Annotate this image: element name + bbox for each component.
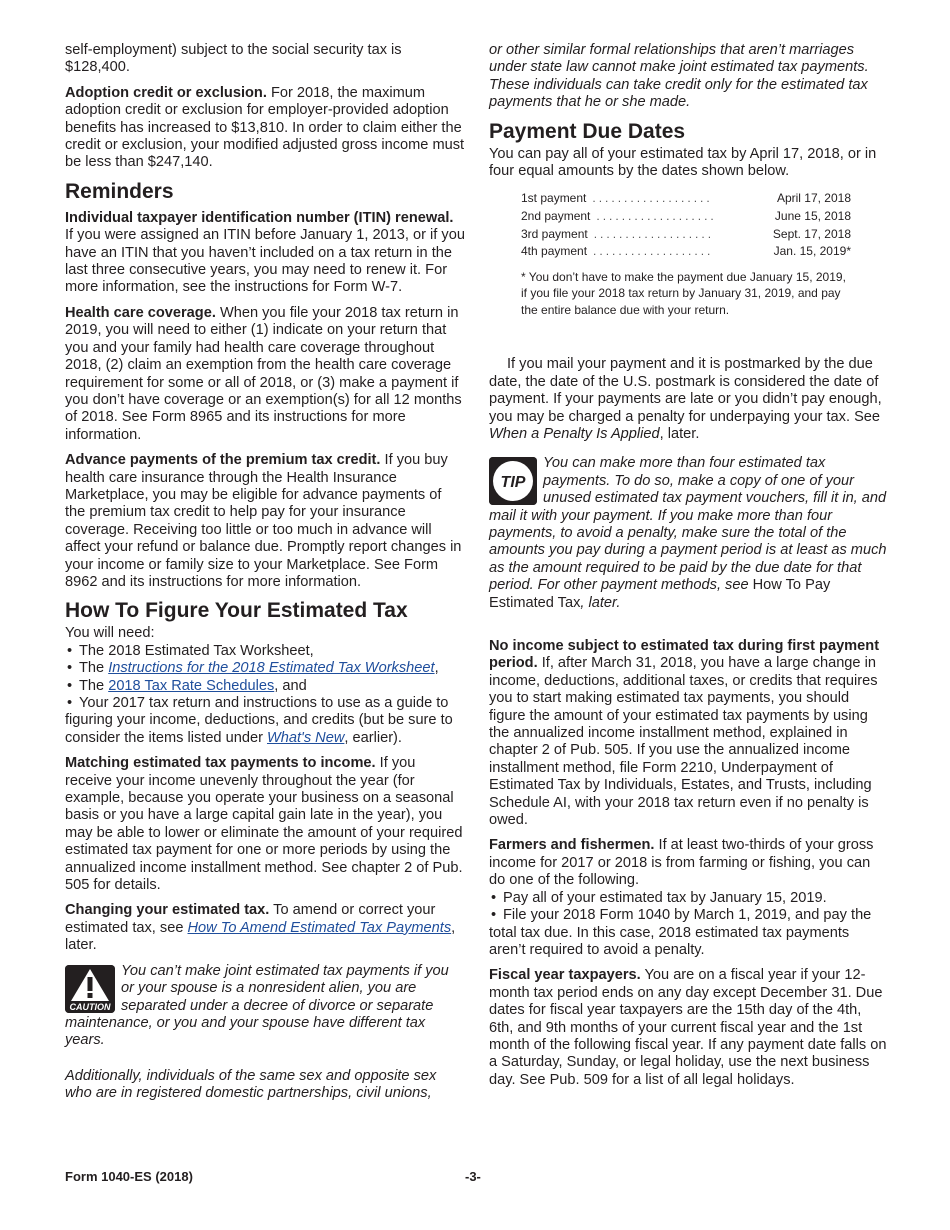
mail-payment-paragraph: If you mail your payment and it is postmarked by the due date, the date of the U.S. postmark is considered the date of payment. If your payments are late or you didn’t pay enough, you may be charged a penalty for underpaying your tax. See When a Penalty Is Applied, later.: [489, 356, 882, 442]
form-name-footer: Form 1040-ES (2018): [65, 1169, 193, 1184]
bullet-icon: •: [67, 677, 73, 694]
penalty-reference: When a Penalty Is Applied: [489, 425, 660, 442]
list-item: • File your 2018 Form 1040 by March 1, 2019, and pay the total tax due. In this case, 2018 estimated tax payments aren’t required to avoid a penalty.: [489, 907, 872, 958]
itin-paragraph: Individual taxpayer identification number (ITIN) renewal. If you were assigned an ITIN before January 1, 2013, or if you have an ITIN that you haven’t included on a tax return in the last three consecutive years, you may need to renew it. For more information, see the instructions for Form W-7.: [65, 209, 465, 296]
adoption-paragraph: Adoption credit or exclusion. For 2018, the maximum adoption credit or exclusion for employer-provided adoption benefits has increased to $13,810. In order to claim either the credit or exclusion, your modified adjusted gross income must be less than $247,140.: [65, 84, 465, 171]
you-will-need-label: You will need:: [65, 625, 155, 642]
no-income-paragraph: No income subject to estimated tax during first payment period. If, after March 31, 2018, you have a large change in income, deductions, additional taxes, or credits that requires you to start making estimated tax payments, you should figure the amount of your estimated tax payments by using the annualized income installment method, explained in chapter 2 of Pub. 505. If you use the annualized income installment method, file Form 2210, Underpayment of Estimated Tax by Individuals, Estates, and Trusts, including Schedule AI, with your 2018 tax return even if no penalty is owed.: [489, 638, 880, 829]
worksheet-instructions-link[interactable]: Instructions for the 2018 Estimated Tax Worksheet: [108, 660, 435, 677]
fiscal-year-paragraph: Fiscal year taxpayers. You are on a fiscal year if your 12-month tax period ends on any day except December 31. Due dates for fiscal year taxpayers are the 15th day of the 4th, 6th, and 9th months of your current fiscal year and the 1st month of the following fiscal year. If any payment date falls on a Saturday, Sunday, or legal holiday, use the next business day. See Pub. 509 for a list of all legal holidays.: [489, 967, 887, 1088]
list-item: • Your 2017 tax return and instructions to use as a guide to figuring your income, deductions, and credits (but be sure to consider the items listed under What's New, earlier).: [65, 695, 453, 746]
list-item: • The 2018 Estimated Tax Worksheet,: [67, 642, 314, 659]
svg-text:TIP: TIP: [500, 474, 526, 492]
tip-icon: [489, 457, 537, 505]
caution-text: You can’t make joint estimated tax payments if you or your spouse is a nonresident alien, you are separated under a decree of divorce or separate maintenance, or you and your spouse have different tax years.: [65, 962, 449, 1049]
farmers-section: [489, 837, 887, 959]
table-row: 1st payment ................... April 17, 2018: [521, 191, 851, 206]
matching-paragraph: Matching estimated tax payments to income. If you receive your income unevenly throughout the year (for example, because you operate your business on a seasonal basis or you have a large capital gain late in the year), you may be able to lower or eliminate the amount of your required estimated tax payment for one or more periods by using the annualized income installment method. See chapter 2 of Pub. 505 for details.: [65, 755, 463, 894]
whats-new-link[interactable]: What's New: [266, 729, 345, 746]
caution-continuation: or other similar formal relationships that aren’t marriages under state law cannot make joint estimated tax payments. These individuals can take credit only for the estimated tax payments that he or she made.: [489, 42, 869, 111]
farmers-paragraph: Farmers and fishermen. If at least two-thirds of your gross income for 2017 or 2018 is from farming or fishing, you can do one of the following.: [489, 837, 874, 889]
amend-payments-link[interactable]: How To Amend Estimated Tax Payments: [187, 919, 452, 936]
caution-text-continued: Additionally, individuals of the same sex and opposite sex who are in registered domestic partnerships, civil unions,: [65, 1067, 437, 1102]
changing-paragraph: Changing your estimated tax. To amend or correct your estimated tax, see How To Amend Estimated Tax Payments, later.: [65, 902, 456, 954]
health-care-paragraph: Health care coverage. When you file your 2018 tax return in 2019, you will need to either (1) indicate on your return that you and your family had health care coverage throughout 2018, (2) claim an exemption from the health care coverage requirement for some or all of 2018, or (3) make a payment if you don’t have coverage or an exemption(s) for all 12 months of 2018. See Form 8965 and its instructions for more information.: [65, 304, 462, 443]
table-row: 2nd payment ................... June 15, 2018: [521, 209, 851, 224]
bullet-icon: •: [491, 907, 497, 924]
farmers-options-list: [489, 890, 887, 960]
payment-due-dates-heading: Payment Due Dates: [489, 119, 686, 143]
caution-note: [65, 963, 465, 1050]
svg-text:CAUTION: CAUTION: [69, 1001, 111, 1012]
table-row: 3rd payment ................... Sept. 17, 2018: [521, 226, 851, 241]
due-intro: You can pay all of your estimated tax by April 17, 2018, or in four equal amounts by the dates shown below.: [489, 145, 877, 180]
due-footnote: * You don’t have to make the payment due January 15, 2019, if you file your 2018 tax return by January 31, 2019, and pay the entire balance due with your return.: [521, 269, 846, 317]
adoption-run-in: Adoption credit or exclusion.: [65, 84, 267, 101]
bullet-icon: •: [67, 695, 73, 711]
bullet-icon: •: [67, 660, 73, 677]
list-item: • The Instructions for the 2018 Estimated Tax Worksheet,: [67, 660, 439, 677]
pay-estimated-tax-reference: How To Pay Estimated Tax: [489, 577, 831, 611]
figure-tax-heading: How To Figure Your Estimated Tax: [65, 599, 408, 623]
table-row: 4th payment ................... Jan. 15, 2019*: [521, 244, 851, 259]
list-item: • The 2018 Tax Rate Schedules, and: [67, 677, 307, 694]
right-column: [489, 42, 887, 1097]
bullet-icon: •: [491, 889, 497, 906]
needs-list: [65, 643, 465, 747]
due-dates-table: [521, 190, 851, 260]
list-item: • Pay all of your estimated tax by January 15, 2019.: [491, 889, 827, 906]
advance-payments-paragraph: Advance payments of the premium tax credit. If you buy health care insurance through the Health Insurance Marketplace, you may be eligible for advance payments of the premium tax credit to help pay for your insurance coverage. Receiving too little or too much in advance will affect your refund or balance due. Promptly report changes in your income or family size to your Marketplace. See Form 8962 and its instructions for more information.: [65, 452, 462, 590]
page-number: -3-: [465, 1169, 481, 1184]
reminders-heading: Reminders: [65, 179, 174, 203]
left-column: [65, 42, 465, 1111]
bullet-icon: •: [67, 642, 73, 659]
intro-paragraph: self-employment) subject to the social security tax is $128,400.: [65, 42, 402, 76]
tax-rate-schedules-link[interactable]: 2018 Tax Rate Schedules: [108, 677, 275, 694]
caution-icon: [65, 965, 115, 1013]
tip-note: TIP You can make more than four estimated tax payments. To do so, make a copy of one of your unused estimated tax payment vouchers, fill it in, and mail it with your payment. If you make more than four payments, to avoid a penalty, make sure the total of the amounts you pay during a payment period is at least as much as the amount required to be paid by the due date for that period. For other payment methods, see How To Pay Estimated Tax, later.: [489, 455, 887, 611]
